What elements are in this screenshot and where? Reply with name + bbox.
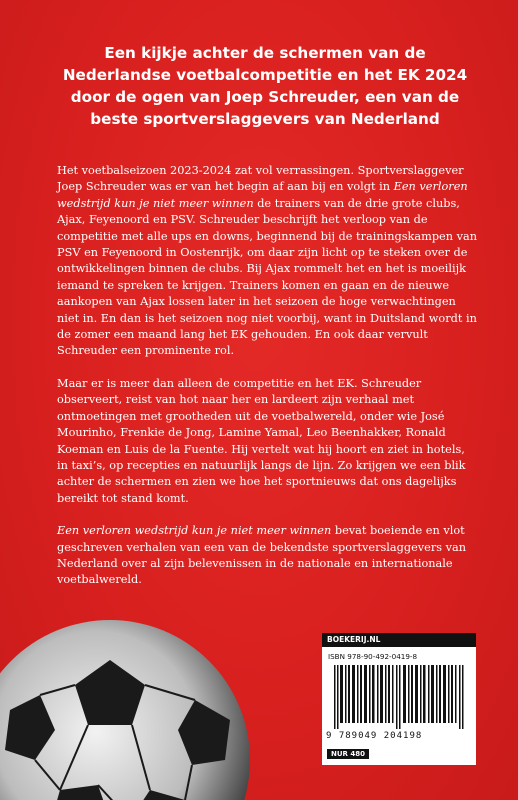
tagline-line: Een kijkje achter de schermen van de xyxy=(104,44,426,62)
tagline-line: Nederlandse voetbalcompetitie en het EK 2024 xyxy=(62,66,468,84)
paragraph-text: de trainers van de drie grote clubs, Ajax, Feyenoord en PSV. Schreuder beschrijft het verloop van de competitie met alle ups en downs, beginnend bij de trainingskampen van PSV en Feyenoord in Oostenrijk, om daar zijn licht op te steken over de ontwikkelingen binnen de clubs. Bij Ajax rommelt het en het is moeilijk iemand te spreken te krijgen. Trainers komen en gaan en de nieuwe aankopen van Ajax lossen later in het seizoen de hoge verwachtingen niet in. En dan is het seizoen nog niet voorbij, want in Duitsland wordt in de zomer een maand lang het EK gehouden. En ook daar vervult Schreuder een prominente rol. xyxy=(57,196,478,358)
blurb-text xyxy=(57,163,477,589)
paragraph-text: bevat boeiende en vlot geschreven verhalen van een van de bekendste sportverslaggevers van Nederland over al zijn belevenissen in de nationale en internationale voetbalwereld. xyxy=(57,524,467,587)
tagline xyxy=(60,42,470,130)
blurb-paragraph-1 xyxy=(57,163,477,360)
blurb-paragraph-2: Maar er is meer dan alleen de competitie en het EK. Schreuder observeert, reist van hot naar her en lardeert zijn verhaal met ontmoetingen met grootheden uit de voetbalwereld, onder wie José Mourinho, Frenkie de Jong, Lamine Yamal, Leo Beenhakker, Ronald Koeman en Luis de la Fuente. Hij vertelt wat hij hoort en ziet in hotels, in taxi’s, op recepties en natuurlijk langs de lijn. Zo krijgen we een blik achter de schermen en zien we hoe het sportnieuws dat ons dagelijks bereikt tot stand komt. xyxy=(57,376,466,505)
barcode-bars xyxy=(334,665,464,729)
book-title-italic: Een verloren wedstrijd kun je niet meer winnen xyxy=(57,524,332,538)
tagline-line: door de ogen van Joep Schreuder, een van de xyxy=(70,88,460,106)
barcode-digits: 9 789049 204198 xyxy=(326,731,423,741)
football-image xyxy=(0,600,280,800)
barcode-panel xyxy=(322,633,476,765)
nur-label: NUR 480 xyxy=(327,749,369,759)
isbn-text: ISBN 978-90-492-0419-8 xyxy=(328,652,418,661)
blurb-paragraph-3 xyxy=(57,523,477,589)
paragraph-text: Het voetbalseizoen 2023-2024 zat vol verrassingen. Sportverslaggever Joep Schreuder was er van het begin af aan bij en volgt in xyxy=(57,164,464,194)
publisher-label: BOEKERIJ.NL xyxy=(322,633,476,647)
book-title-italic: Een verloren wedstrijd kun je niet meer winnen xyxy=(57,180,468,210)
tagline-line: beste sportverslaggevers van Nederland xyxy=(90,110,440,128)
